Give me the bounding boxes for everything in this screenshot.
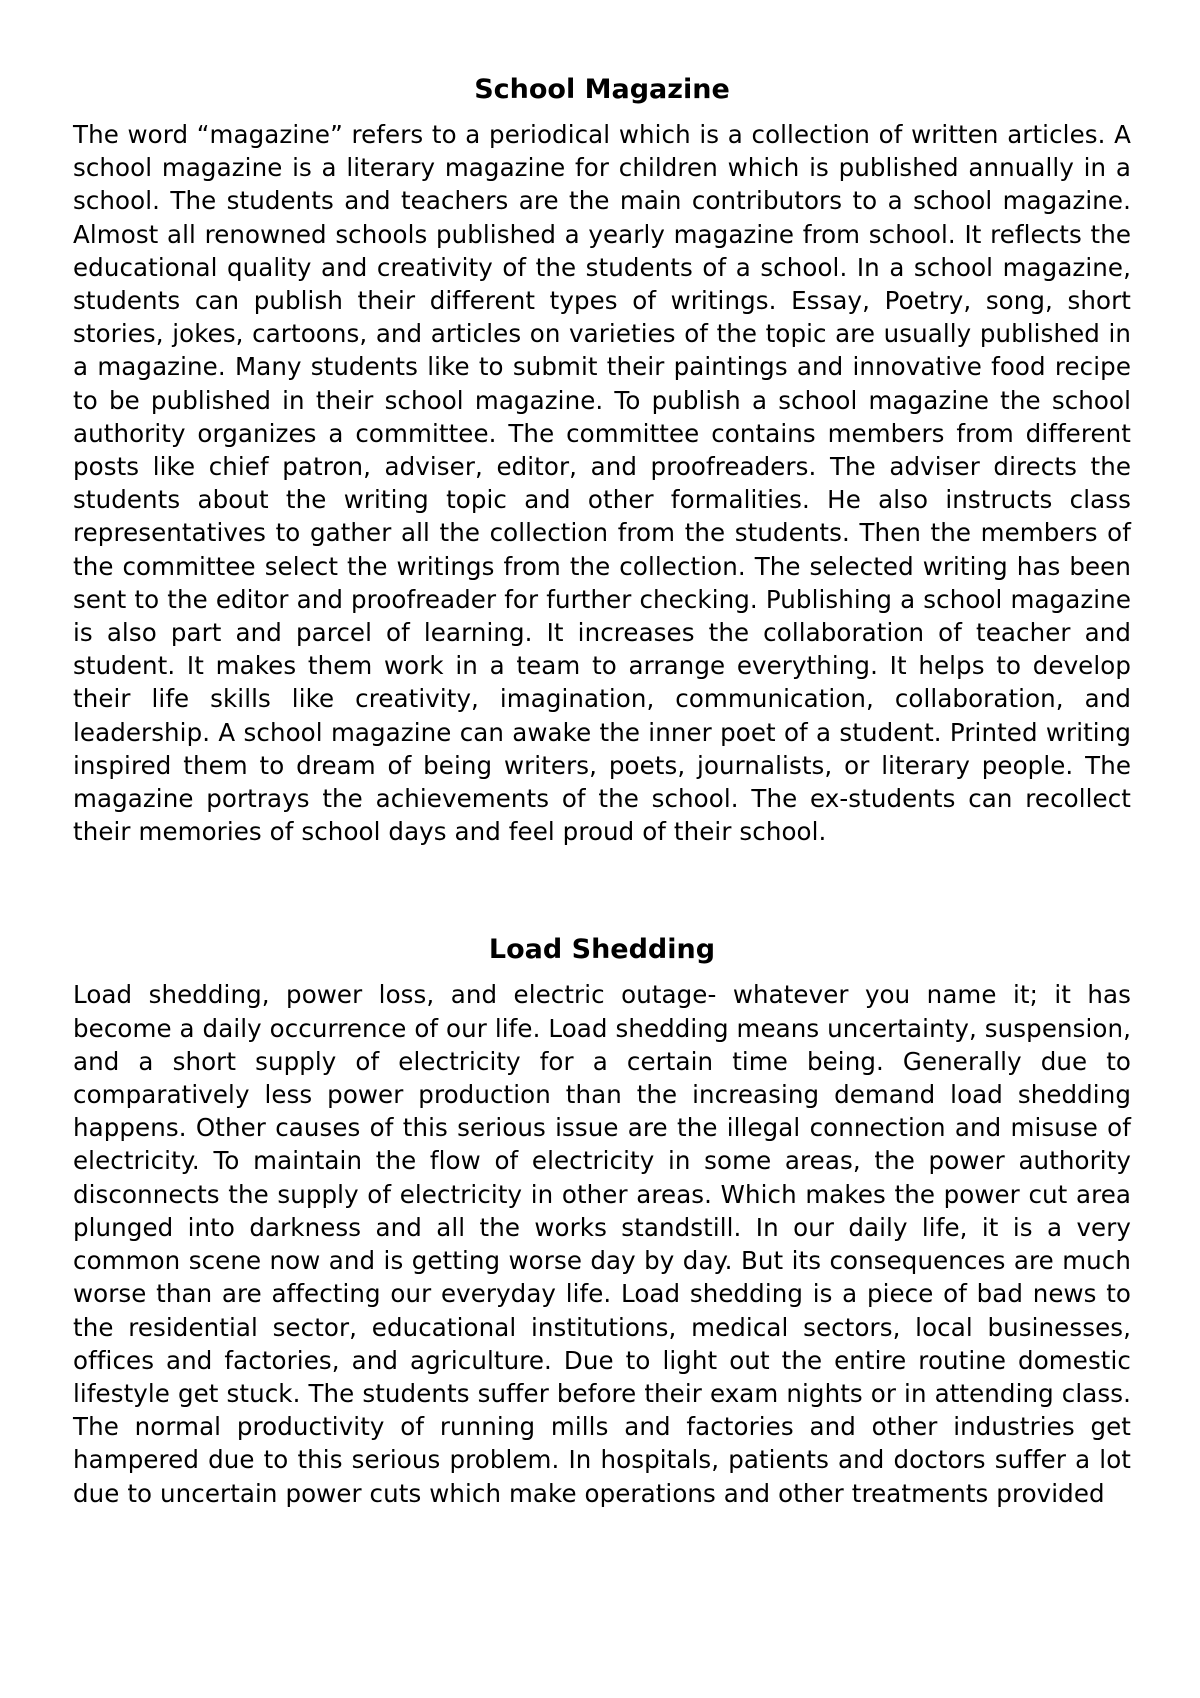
essay-title: School Magazine xyxy=(474,74,730,105)
document-page xyxy=(73,62,1131,1510)
essay-body: The word “magazine” refers to a periodical which is a collection of written articles. A school magazine is a literary magazine for children which is published annually in a school. The students and teachers are the main contributors to a school magazine. Almost all renowned schools published a yearly magazine from school. It reflects the educational quality and creativity of the students of a school. In a school magazine, students can publish their different types of writings. Essay, Poetry, song, short stories, jokes, cartoons, and articles on varieties of the topic are usually published in a magazine. Many students like to submit their paintings and innovative food recipe to be published in their school magazine. To publish a school magazine the school authority organizes a committee. The committee contains members from different posts like chief patron, adviser, editor, and proofreaders. The adviser directs the students about the writing topic and other formalities. He also instructs class representatives to gather all the collection from the students. Then the members of the committee select the writings from the collection. The selected writing has been sent to the editor and proofreader for further checking. Publishing a school magazine is also part and parcel of learning. It increases the collaboration of teacher and student. It makes them work in a team to arrange everything. It helps to develop their life skills like creativity, imagination, communication, collaboration, and leadership. A school magazine can awake the inner poet of a student. Printed writing inspired them to dream of being writers, poets, journalists, or literary people. The magazine portrays the achievements of the school. The ex-students can recollect their memories of school days and feel proud of their school. xyxy=(73,120,1131,847)
essay-body: Load shedding, power loss, and electric outage- whatever you name it; it has become a daily occurrence of our life. Load shedding means uncertainty, suspension, and a short supply of electricity for a certain time being. Generally due to comparatively less power production than the increasing demand load shedding happens. Other causes of this serious issue are the illegal connection and misuse of electricity. To maintain the flow of electricity in some areas, the power authority disconnects the supply of electricity in other areas. Which makes the power cut area plunged into darkness and all the works standstill. In our daily life, it is a very common scene now and is getting worse day by day. But its consequences are much worse than are affecting our everyday life. Load shedding is a piece of bad news to the residential sector, educational institutions, medical sectors, local businesses, offices and factories, and agriculture. Due to light out the entire routine domestic lifestyle get stuck. The students suffer before their exam nights or in attending class. The normal productivity of running mills and factories and other industries get hampered due to this serious problem. In hospitals, patients and doctors suffer a lot due to uncertain power cuts which make operations and other treatments provided xyxy=(73,980,1131,1508)
essay-title: Load Shedding xyxy=(488,934,716,966)
essay-load-shedding xyxy=(73,922,1131,1509)
essay-school-magazine xyxy=(73,62,1131,848)
